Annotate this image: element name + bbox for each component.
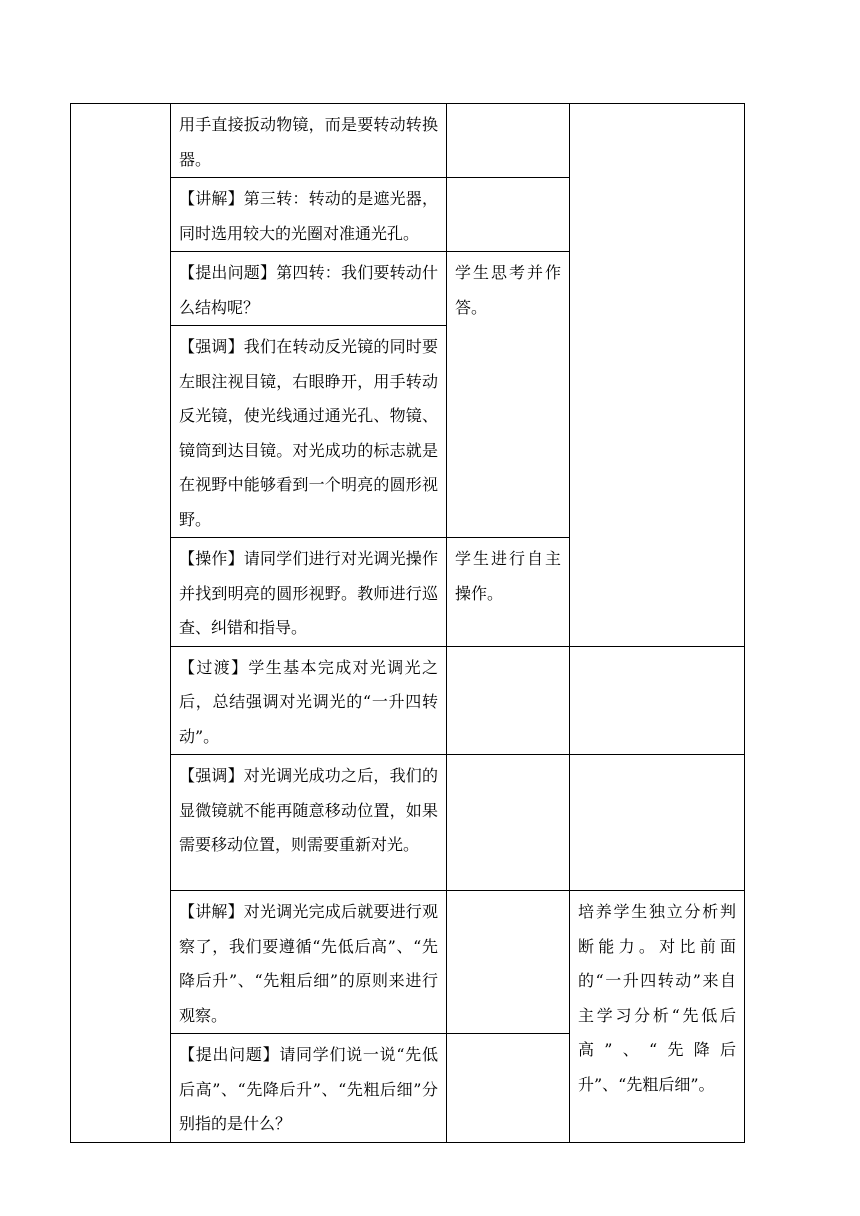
design-intent-cell: [570, 755, 745, 891]
teacher-activity-cell: 【强调】对光调光成功之后，我们的显微镜就不能再随意移动位置，如果需要移动位置，则需要重新对光。: [171, 755, 447, 891]
design-intent-cell: [570, 104, 745, 647]
table-row: [71, 891, 745, 1034]
teacher-activity-cell: 【过渡】学生基本完成对光调光之后，总结强调对光调光的“一升四转动”。: [171, 646, 447, 755]
table-row: [71, 104, 745, 178]
teacher-activity-cell: 【强调】我们在转动反光镜的同时要左眼注视目镜，右眼睁开，用手转动反光镜，使光线通过通光孔、物镜、镜筒到达目镜。对光成功的标志就是在视野中能够看到一个明亮的圆形视野。: [171, 326, 447, 538]
student-activity-cell: 学生进行自主操作。: [447, 538, 570, 647]
teacher-activity-cell: 【提出问题】第四转：我们要转动什么结构呢？: [171, 252, 447, 326]
student-activity-cell: [447, 178, 570, 252]
teacher-activity-cell: 【讲解】对光调光完成后就要进行观察了，我们要遵循“先低后高”、“先降后升”、“先粗后细”的原则来进行观察。: [171, 891, 447, 1034]
teacher-activity-cell: 【提出问题】请同学们说一说“先低后高”、“先降后升”、“先粗后细”分别指的是什么？: [171, 1034, 447, 1143]
teacher-activity-cell: 用手直接扳动物镜，而是要转动转换器。: [171, 104, 447, 178]
table-row: [71, 755, 745, 891]
table-row: [71, 646, 745, 755]
lesson-plan-table: [70, 103, 745, 1143]
design-intent-cell: [570, 646, 745, 755]
student-activity-cell: [447, 755, 570, 891]
student-activity-cell: [447, 646, 570, 755]
stage-cell: [71, 104, 171, 1143]
teacher-activity-cell: 【讲解】第三转：转动的是遮光器，同时选用较大的光圈对准通光孔。: [171, 178, 447, 252]
student-activity-cell: [447, 1034, 570, 1143]
student-activity-cell: [447, 891, 570, 1034]
student-activity-cell: 学生思考并作答。: [447, 252, 570, 538]
student-activity-cell: [447, 104, 570, 178]
teacher-activity-cell: 【操作】请同学们进行对光调光操作并找到明亮的圆形视野。教师进行巡查、纠错和指导。: [171, 538, 447, 647]
design-intent-cell: 培养学生独立分析判断能力。对比前面的“一升四转动”来自主学习分析“先低后高”、“先降后升”、“先粗后细”。: [570, 891, 745, 1143]
